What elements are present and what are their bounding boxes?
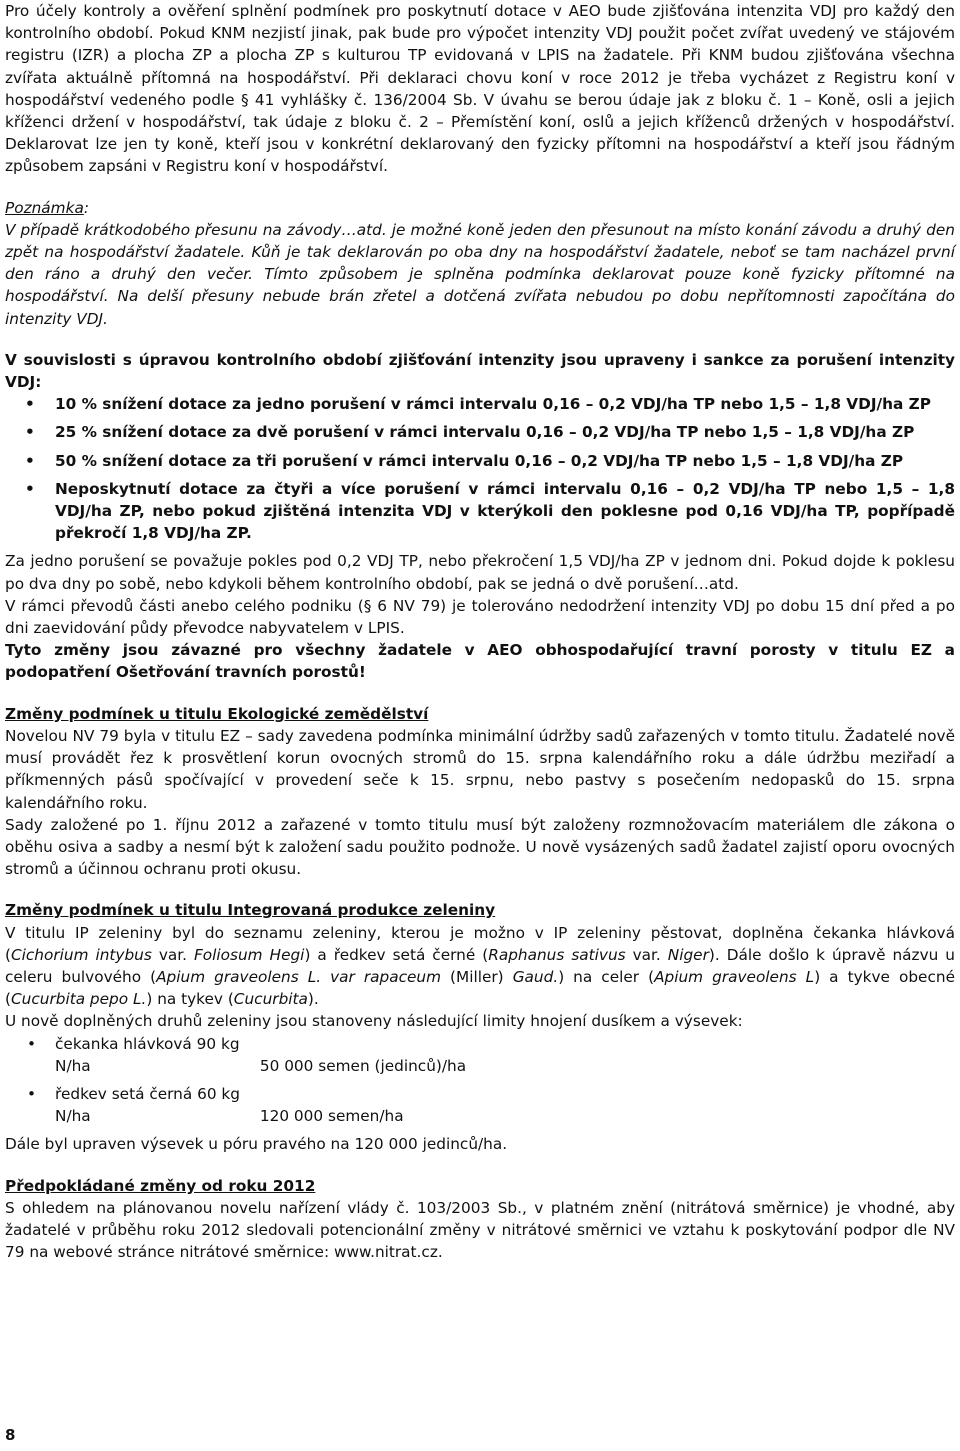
ip-limits-intro: U nově doplněných druhů zeleniny jsou stanoveny následující limity hnojení dusíkem a výsevek: (5, 1012, 743, 1031)
future-paragraph: S ohledem na plánovanou novelu nařízení vlády č. 103/2003 Sb., v platném znění (nitrátová směrnice) je vhodné, aby žadatelé v průběhu roku 2012 sledovali potencionální změny v nitrátové směrnici ve vztahu k poskytování podpor dle NV 79 na webové stránce nitrátové směrnice: www.nitrat.cz. (5, 1198, 955, 1262)
list-item: • 10 % snížení dotace za jedno porušení v rámci intervalu 0,16 – 0,2 VDJ/ha TP nebo 1,5 – 1,8 VDJ/ha ZP (5, 393, 955, 415)
note-text: Tímto způsobem je splněna podmínka deklarovat pouze koně fyzicky přítomné na hospodářství. (5, 265, 955, 306)
intro-text: Pro účely kontroly a ověření splnění podmínek pro poskytnutí dotace v AEO bude zjišťována intenzita VDJ pro každý den kontrolního období. Pokud KNM nezjistí jinak, pak bude pro výpočet intenzity VDJ použit počet zvířat uvedený ve stájovém registru (IZR) a plocha ZP a plocha ZP s kulturou TP evidovaná v LPIS na žadatele. (5, 2, 955, 65)
eko-heading: Změny podmínek u titulu Ekologické zemědělství (5, 704, 429, 723)
sanctions-paragraph: Za jedno porušení se považuje pokles pod 0,2 VDJ TP, nebo překročení 1,5 VDJ/ha ZP v jednom dni. Pokud dojde k poklesu po dva dny po sobě, nebo kdykoli během kontrolního období, pak se jedná o dvě porušení…atd. (5, 552, 955, 593)
intro-text: Při deklaraci chovu koní v roce 2012 je třeba vycházet z Registru koní v hospodářství vedeného podle § 41 vyhlášky č. 136/2004 Sb. V úvahu se berou údaje jak z bloku č. 1 – Koně, osli a jejich kříženci držení v hospodářství, tak údaje z bloku č. 2 – Přemístění koní, oslů a jejich kříženců držených v hospodářství. (5, 68, 955, 132)
note-text: je možné koně jeden den přesunout na místo konání závodu a druhý den zpět na hospodářství žadatele. (5, 220, 955, 262)
sanctions-notice: Tyto změny jsou závazné pro všechny žadatele v AEO obhospodařující travní porosty v titulu EZ a podopatření Ošetřování travních porostů! (5, 641, 955, 682)
list-item: • Neposkytnutí dotace za čtyři a více porušení v rámci intervalu 0,16 – 0,2 VDJ/ha TP nebo 1,5 – 1,8 VDJ/ha ZP, nebo pokud zjištěná intenzita VDJ v kterýkoli den poklesne pod 0,16 VDJ/ha TP, popřípadě překročí 1,8 VDJ/ha ZP. (5, 478, 955, 545)
list-item: • 50 % snížení dotace za tři porušení v rámci intervalu 0,16 – 0,2 VDJ/ha TP nebo 1,5 – 1,8 VDJ/ha ZP (5, 450, 955, 472)
ip-heading: Změny podmínek u titulu Integrovaná produkce zeleniny (5, 901, 496, 920)
limit-seed: 50 000 semen (jedinců)/ha (259, 1056, 467, 1075)
document-page (5, 0, 955, 1263)
intro-text: Při KNM budou zjišťována všechna zvířata aktuálně přítomná na hospodářství. (5, 46, 955, 87)
sanctions-list (5, 393, 955, 544)
limit-seed: 120 000 semen/ha (259, 1107, 404, 1126)
ip-paragraph-end: Dále byl upraven výsevek u póru pravého na 120 000 jedinců/ha. (5, 1135, 508, 1154)
intro-paragraph (5, 0, 955, 178)
limit-crop: ředkev setá černá 60 kg N/ha (55, 1084, 240, 1126)
list-item: • 25 % snížení dotace za dvě porušení v rámci intervalu 0,16 – 0,2 VDJ/ha TP nebo 1,5 – 1,8 VDJ/ha ZP (5, 421, 955, 443)
intro-text: Deklarovat lze jen ty koně, kteří jsou v konkrétní deklarovaný den fyzicky přítomni na hospodářství a kteří jsou řádným způsobem zapsáni v Registru koní v hospodářství. (5, 135, 955, 176)
note-label-line: Poznámka: (5, 198, 89, 217)
ip-paragraph: V titulu IP zeleniny byl do seznamu zeleniny, kterou je možno v IP zeleniny pěstovat, doplněna čekanka hlávková (Cichorium intybus var. Foliosum Hegi) a ředkev setá černé (Raphanus sativus var. Niger). Dále došlo k úpravě názvu u celeru bulvového (Apium graveolens L. var rapaceum (Miller) Gaud.) na celer (Apium graveolens L) a tykve obecné (Cucurbita pepo L.) na tykev (Cucurbita). (5, 923, 955, 1009)
note-text: Kůň je tak deklarován po oba dny na hospodářství žadatele, neboť se tam nacházel první den ráno a druhý den večer. (5, 243, 955, 284)
eko-paragraph: Sady založené po 1. říjnu 2012 a zařazené v tomto titulu musí být založeny rozmnožovacím materiálem dle zákona o oběhu osiva a sadby a nesmí být k založení sadu použito podnože. U nově vysázených sadů žadatel zajistí oporu ovocných stromů a účinnou ochranu proti okusu. (5, 815, 955, 879)
eko-paragraph: Novelou NV 79 byla v titulu EZ – sady zavedena podmínka minimální údržby sadů zařazených v tomto titulu. Žadatelé nově musí provádět řez k prosvětlení korun ovocných stromů do 15. srpna kalendářního roku a dále údržbu meziřadí a příkmenných pásů spočívající v provedení seče k 15. srpnu, nebo pastvy s posečením nedopasků do 15. srpna kalendářního roku. (5, 726, 955, 812)
note-label: Poznámka (5, 198, 84, 217)
future-heading: Předpokládané změny od roku 2012 (5, 1176, 316, 1195)
sanctions-heading: V souvislosti s úpravou kontrolního období zjišťování intenzity jsou upraveny i sankce za porušení intenzity VDJ: (5, 350, 955, 392)
limits-list (5, 1033, 955, 1128)
list-item (5, 1033, 955, 1077)
sanctions-paragraph: V rámci převodů části anebo celého podniku (§ 6 NV 79) je tolerováno nedodržení intenzity VDJ po dobu 15 dní před a po dni zaevidování půdy převodce nabyvatelem v LPIS. (5, 596, 955, 638)
page-number: 8 (5, 1426, 16, 1444)
note-text: V případě krátkodobého přesunu na závody…atd. (5, 220, 387, 239)
note-paragraph (5, 219, 955, 330)
list-item (5, 1083, 955, 1127)
note-text: Na delší přesuny nebude brán zřetel a dotčená zvířata nebudou po dobu nepřítomnosti započítána do intenzity VDJ. (5, 287, 955, 328)
limit-crop: čekanka hlávková 90 kg N/ha (55, 1034, 240, 1075)
